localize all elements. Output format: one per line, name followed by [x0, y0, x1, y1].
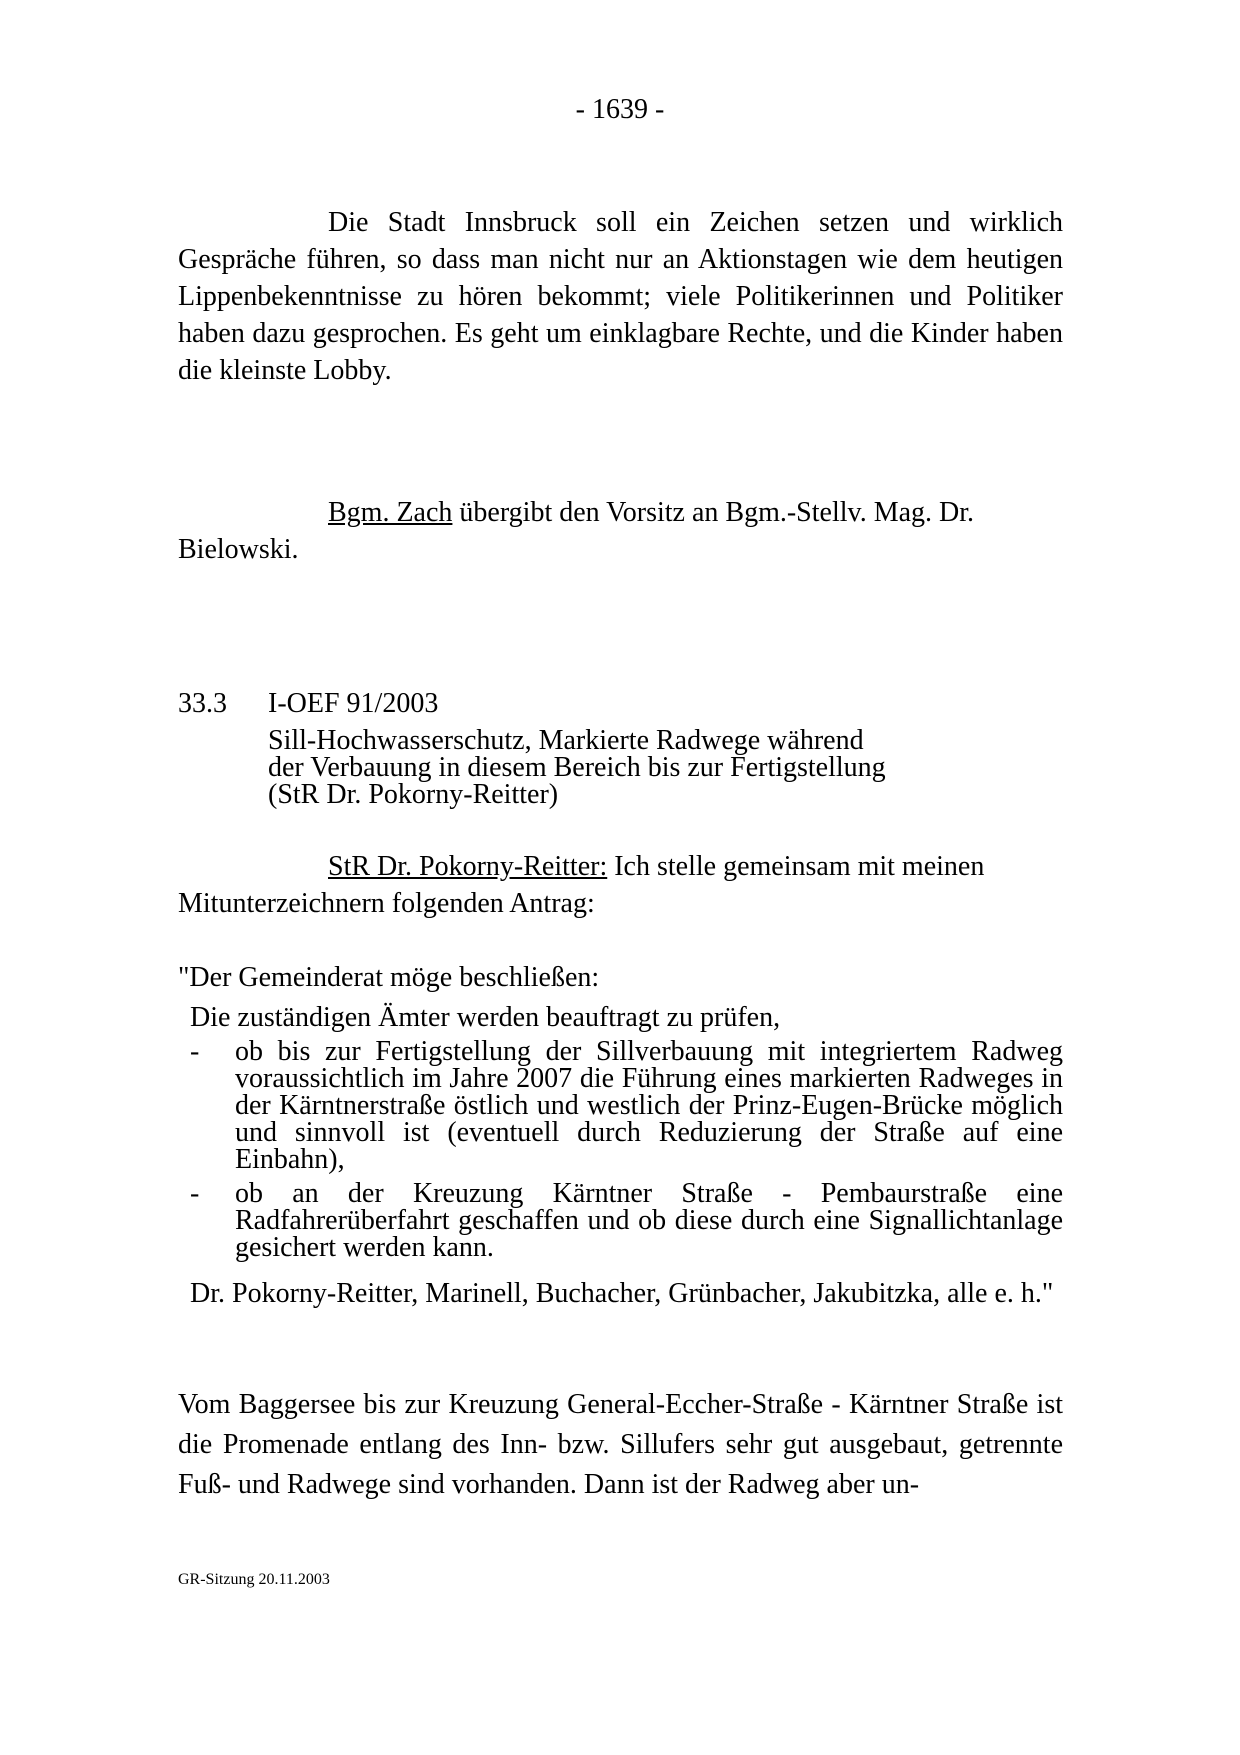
agenda-item-title-line: Sill-Hochwasserschutz, Markierte Radwege während	[268, 725, 864, 756]
bullet-text: ob bis zur Fertigstellung der Sillverbauung mit integriertem Radweg voraussichtlich im Jahre 2007 die Führung eines markierten Radweges in der Kärntnerstraße östlich und westlich der Prinz-Eugen-Brücke möglich und sinnvoll ist (eventuell durch Reduzierung der Straße auf eine Einbahn),	[235, 1036, 1063, 1175]
speaker-name: Bgm. Zach	[328, 497, 453, 528]
bullet-dash: -	[190, 1036, 200, 1067]
motion-speech	[178, 848, 1063, 922]
motion-lead: Die zuständigen Ämter werden beauftragt zu prüfen,	[190, 1002, 781, 1033]
motion-signers: Dr. Pokorny-Reitter, Marinell, Buchacher, Grünbacher, Jakubitzka, alle e. h."	[190, 1278, 1054, 1309]
motion-intro: "Der Gemeinderat möge beschließen:	[178, 962, 600, 993]
page-number: - 1639 -	[575, 94, 665, 125]
motion-bullet	[190, 1180, 1063, 1261]
agenda-item-number: 33.3	[178, 688, 227, 719]
agenda-item-title-line: (StR Dr. Pokorny-Reitter)	[268, 779, 559, 810]
agenda-item-code: I-OEF 91/2003	[268, 688, 439, 719]
bullet-text: ob an der Kreuzung Kärntner Straße - Pembaurstraße eine Radfahrerüberfahrt geschaffen und ob diese durch eine Signallichtanlage gesichert werden kann.	[235, 1178, 1063, 1263]
footer-session-date: GR-Sitzung 20.11.2003	[178, 1571, 330, 1588]
agenda-item-title	[268, 727, 886, 808]
bullet-dash: -	[190, 1178, 200, 1209]
motion-speech-text: Ich stelle gemeinsam mit meinen Mitunterzeichnern folgenden Antrag:	[178, 851, 985, 919]
chair-transfer-note	[178, 494, 1063, 568]
motion-bullet	[190, 1038, 1063, 1173]
agenda-item-title-line: der Verbauung in diesem Bereich bis zur Fertigstellung	[268, 752, 886, 783]
chair-transfer-text: übergibt den Vorsitz an Bgm.-Stellv. Mag. Dr. Bielowski.	[178, 497, 975, 565]
paragraph-promenade: Vom Baggersee bis zur Kreuzung General-Eccher-Straße - Kärntner Straße ist die Promenade entlang des Inn- bzw. Sillufers sehr gut ausgebaut, getrennte Fuß- und Radwege sind vorhanden. Dann ist der Radweg aber un-	[178, 1389, 1063, 1500]
paragraph-rights-of-children: Die Stadt Innsbruck soll ein Zeichen setzen und wirklich Gespräche führen, so dass man nicht nur an Aktionstagen wie dem heutigen Lippenbekenntnisse zu hören bekommt; viele Politikerinnen und Politiker haben dazu gesprochen. Es geht um einklagbare Rechte, und die Kinder haben die kleinste Lobby.	[178, 207, 1063, 386]
speaker-name: StR Dr. Pokorny-Reitter:	[328, 851, 608, 882]
